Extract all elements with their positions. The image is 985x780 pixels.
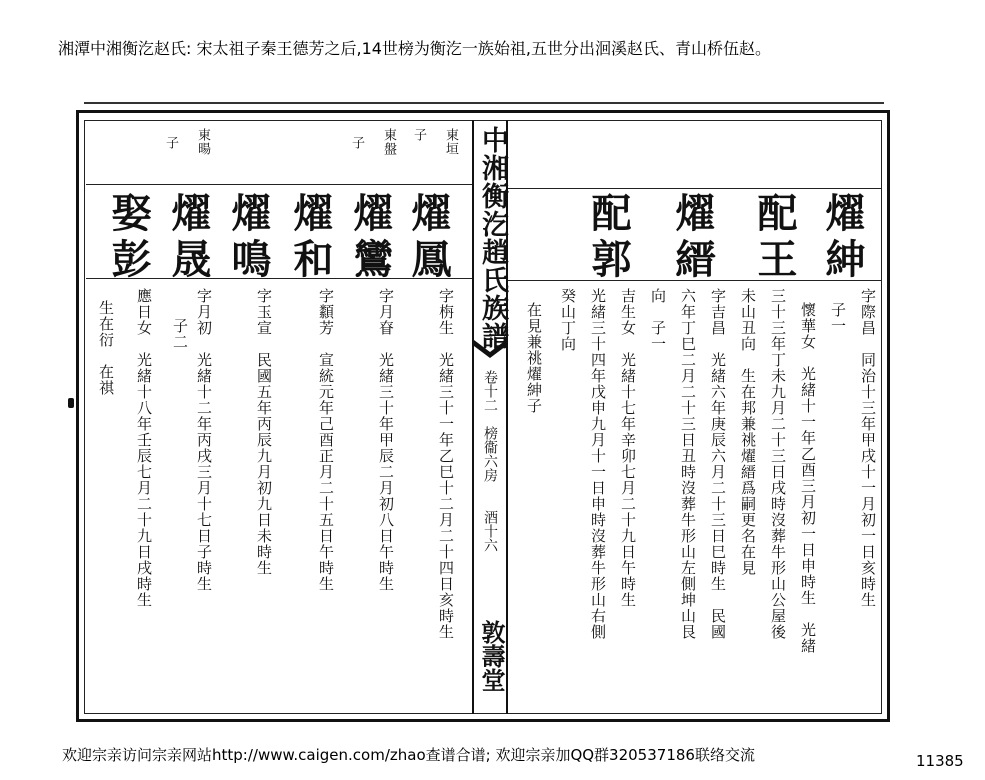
- entry-r-1: 字際昌 同治十三年甲戌十一月初一日亥時生: [859, 288, 877, 608]
- name-pei-wang: 配王: [751, 192, 798, 284]
- name-yao-he: 燿和: [287, 192, 334, 284]
- fish-tail-mark: [474, 340, 506, 368]
- label-zi-3: 子: [163, 136, 178, 150]
- entry-r-8: 向 子一: [649, 288, 667, 352]
- label-zi-1: 子: [411, 128, 426, 142]
- entry-r-6: 字吉昌 光緒六年庚辰六月二十三日巳時生 民國: [709, 288, 727, 640]
- center-spine: [472, 120, 508, 714]
- top-rule: [84, 102, 884, 104]
- entry-r-3: 懷華女 光緒十一年乙酉三月初一日申時生 光緒: [799, 302, 817, 654]
- entry-r-5: 未山丑向 生在邦兼祧燿縉爲嗣更名在見: [739, 288, 757, 576]
- binding-mark: [68, 398, 74, 408]
- entry-r-7: 六年丁巳二月二十三日丑時沒葬牛形山左側坤山艮: [679, 288, 697, 640]
- spine-title: 中湘衡汔趙氏族譜: [477, 126, 508, 350]
- entry-yao-luan: 字月眘 光緒三十年甲辰二月初八日午時生: [377, 288, 395, 592]
- left-rule-mid: [86, 278, 472, 279]
- footer-caption: 欢迎宗亲访问宗亲网站http://www.caigen.com/zhao查谱合谱; 欢迎宗亲加QQ群320537186联络交流: [62, 746, 755, 764]
- entry-sons: 生在衍 在祺: [97, 300, 115, 396]
- name-yao-sheng: 燿晟: [165, 192, 212, 284]
- entry-r-10: 光緒三十四年戊申九月十一日申時沒葬牛形山右側: [589, 288, 607, 640]
- label-dong-yang: 東暘: [195, 128, 210, 156]
- spine-volume: 卷十二 榜衞六房 酒十六: [482, 370, 498, 552]
- entry-yao-sheng: 字月初 光緒十二年丙戌三月十七日子時生: [195, 288, 213, 592]
- genealogy-scan: [68, 96, 900, 736]
- entry-r-9: 吉生女 光緒十七年辛卯七月二十九日午時生: [619, 288, 637, 608]
- name-yao-shen: 燿紳: [819, 192, 866, 284]
- left-rule-top: [86, 184, 472, 185]
- header-caption: 湘潭中湘衡汔赵氏: 宋太祖子秦王德芳之后,14世榜为衡汔一族始祖,五世分出洄溪赵氏、青山桥伍赵。: [58, 39, 772, 58]
- label-dong-pan: 東盤: [381, 128, 396, 156]
- label-zi-2: 子: [349, 136, 364, 150]
- name-pei-guo: 配郭: [585, 192, 632, 284]
- label-dong-yuan: 東垣: [443, 128, 458, 156]
- entry-r-2: 子一: [829, 302, 847, 334]
- entry-r-12: 在見兼祧燿紳子: [525, 302, 543, 414]
- name-yao-feng: 燿鳳: [405, 192, 452, 284]
- entry-yao-feng: 字栴生 光緒三十一年乙巳十二月二十四日亥時生: [437, 288, 455, 640]
- entry-yao-ming: 字玉宣 民國五年丙辰九月初九日未時生: [255, 288, 273, 576]
- name-yao-jin: 燿縉: [669, 192, 716, 284]
- entry-r-4: 三十三年丁未九月二十三日戌時沒葬牛形山公屋後: [769, 288, 787, 640]
- entry-qu-peng: 應日女 光緒十八年壬辰七月二十九日戌時生: [135, 288, 153, 608]
- entry-r-11: 癸山丁向: [559, 288, 577, 352]
- name-yao-ming: 燿鳴: [225, 192, 272, 284]
- name-qu-peng: 娶彭: [105, 192, 152, 284]
- name-yao-luan: 燿鸞: [347, 192, 394, 284]
- right-rule-mid: [508, 280, 882, 281]
- page-number: 11385: [916, 752, 964, 770]
- spine-hall: 敦壽堂: [477, 620, 506, 692]
- right-rule-top: [508, 188, 882, 189]
- entry-yao-he: 字纇芳 宣統元年己酉正月二十五日午時生: [317, 288, 335, 592]
- entry-zi-er: 子二: [171, 318, 189, 350]
